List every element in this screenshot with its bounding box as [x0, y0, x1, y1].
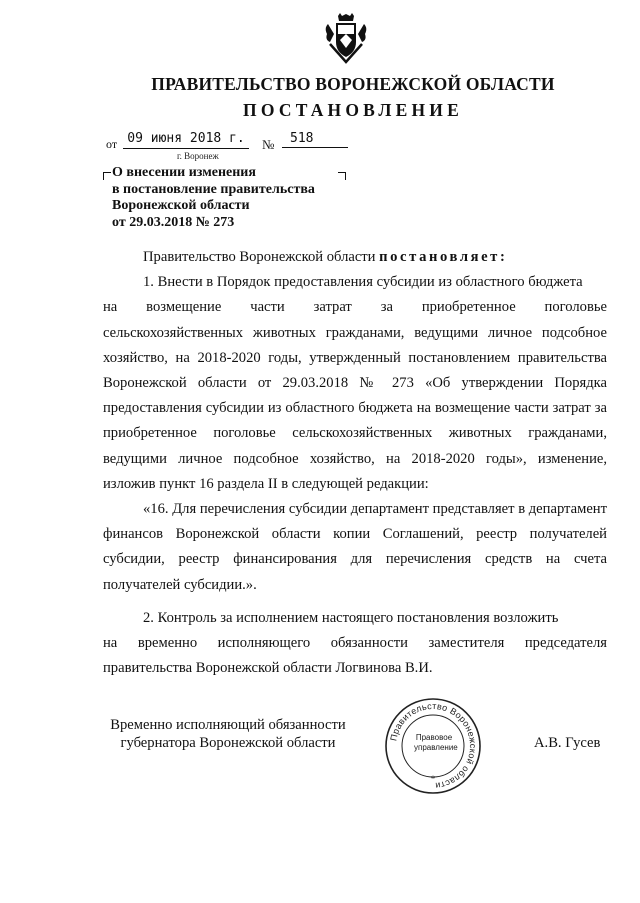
signatory-name: А.В. Гусев [534, 735, 601, 751]
document-subject [112, 165, 342, 231]
stamp-center-line: управление [414, 743, 458, 752]
position-line: Временно исполняющий обязанности [110, 717, 346, 733]
paragraph-3-line-1: 2. Контроль за исполнением настоящего постановления возложить [143, 609, 559, 626]
preamble-keyword: постановляет: [379, 249, 508, 265]
subject-line: в постановление правительства [112, 181, 315, 197]
number-label: № [262, 137, 275, 152]
city-label: г. Воронеж [177, 151, 219, 161]
date-value: 09 июня 2018 г. [123, 131, 249, 149]
preamble-text: Правительство Воронежской области [143, 249, 376, 265]
position-line: губернатора Воронежской области [120, 735, 336, 751]
subject-line: О внесении изменения [112, 165, 256, 180]
paragraph-2-quote: «16. Для перечисления субсидии департамент представляет в департамент финансов Воронежской области копии Соглашений, реестр получателей субсидии, реестр финансирования для перечисления средств на счета получателей субсидии.». [103, 501, 607, 593]
date-label: от [106, 137, 118, 151]
document-type: ПОСТАНОВЛЕНИЕ [243, 100, 463, 120]
stamp-center-text [414, 733, 458, 753]
stamp-star: * [430, 774, 436, 784]
paragraph-3-line-2: на временно исполняющего обязанности заместителя председателя [103, 635, 607, 652]
number-value: 518 [282, 131, 348, 148]
preamble [103, 245, 607, 270]
paragraph-1-line-1: 1. Внести в Порядок предоставления субсидии из областного бюджета [143, 274, 583, 291]
paragraph-1-rest: сельскохозяйственных животных гражданами, ведущими личное подсобное хозяйство, на 2018-2020 годы, утвержденный постановлением правительства Воронежской области от 29.03.2018 № 273 «Об утверждении Порядка предоставления субсидии из областного бюджета на возмещение части затрат за приобретенное поголовье сельскохозяйственных животных гражданами, ведущими личное подсобное хозяйство, на 2018-2020 годы», изменение, изложив пункт 16 раздела II в следующей редакции: [103, 324, 607, 492]
stamp-ring-text: Правительство Воронежской области [388, 700, 479, 791]
government-title: ПРАВИТЕЛЬСТВО ВОРОНЕЖСКОЙ ОБЛАСТИ [151, 74, 555, 94]
paragraph-1-line-2: на возмещение части затрат за приобретенное поголовье [103, 299, 607, 316]
stamp-center-line: Правовое [415, 733, 453, 742]
voronezh-coat-of-arms-icon [324, 12, 368, 64]
subject-line: Воронежской области [112, 198, 250, 213]
subject-corner-left [103, 172, 111, 180]
document-body [103, 245, 607, 681]
subject-line: от 29.03.2018 № 273 [112, 214, 235, 230]
signatory-position [103, 716, 353, 752]
paragraph-3-line-3: правительства Воронежской области Логвинова В.И. [103, 660, 433, 677]
